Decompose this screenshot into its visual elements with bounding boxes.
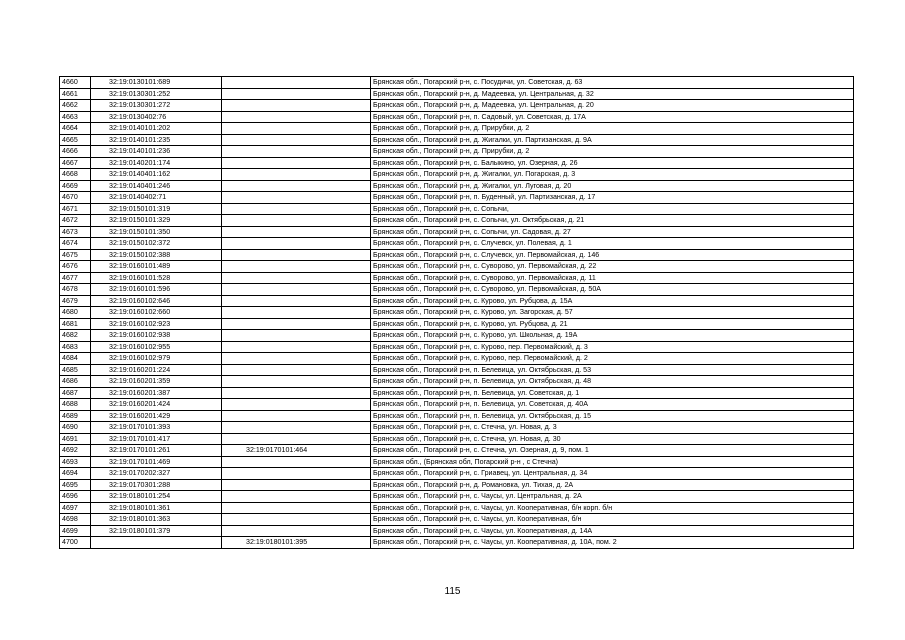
cadastral-number-cell: 32:19:0140101:236: [91, 146, 222, 158]
row-number-cell: 4673: [60, 226, 91, 238]
row-number-cell: 4692: [60, 445, 91, 457]
table-row: [60, 502, 854, 514]
table-row: [60, 433, 854, 445]
page-number: 115: [444, 586, 461, 597]
row-number-cell: 4660: [60, 77, 91, 89]
related-cadastral-number-cell: [222, 307, 371, 319]
table-row: [60, 157, 854, 169]
related-cadastral-number-cell: [222, 203, 371, 215]
cadastral-number-cell: 32:19:0140101:202: [91, 123, 222, 135]
table-row: [60, 261, 854, 273]
address-cell: Брянская обл., Погарский р-н, с. Чаусы, ул. Кооперативная, б/н корп. б/н: [371, 502, 854, 514]
related-cadastral-number-cell: [222, 514, 371, 526]
address-cell: Брянская обл., Погарский р-н, д. Жигалки, ул. Луговая, д. 20: [371, 180, 854, 192]
cadastral-number-cell: 32:19:0160101:596: [91, 284, 222, 296]
table-row: [60, 456, 854, 468]
row-number-cell: 4680: [60, 307, 91, 319]
row-number-cell: 4666: [60, 146, 91, 158]
related-cadastral-number-cell: [222, 479, 371, 491]
table-row: [60, 123, 854, 135]
table-row: [60, 238, 854, 250]
related-cadastral-number-cell: [222, 341, 371, 353]
row-number-cell: 4696: [60, 491, 91, 503]
row-number-cell: 4669: [60, 180, 91, 192]
registry-table-body: [60, 77, 854, 549]
cadastral-number-cell: 32:19:0160102:955: [91, 341, 222, 353]
related-cadastral-number-cell: [222, 353, 371, 365]
table-row: [60, 249, 854, 261]
cadastral-number-cell: 32:19:0160201:424: [91, 399, 222, 411]
row-number-cell: 4675: [60, 249, 91, 261]
row-number-cell: 4677: [60, 272, 91, 284]
table-row: [60, 525, 854, 537]
cadastral-number-cell: 32:19:0150101:329: [91, 215, 222, 227]
table-row: [60, 318, 854, 330]
related-cadastral-number-cell: [222, 169, 371, 181]
address-cell: Брянская обл., Погарский р-н, с. Стечна, ул. Новая, д. 30: [371, 433, 854, 445]
cadastral-number-cell: 32:19:0160101:528: [91, 272, 222, 284]
row-number-cell: 4665: [60, 134, 91, 146]
table-row: [60, 111, 854, 123]
cadastral-number-cell: 32:19:0170301:288: [91, 479, 222, 491]
cadastral-number-cell: 32:19:0160102:938: [91, 330, 222, 342]
cadastral-number-cell: 32:19:0170101:393: [91, 422, 222, 434]
cadastral-number-cell: 32:19:0160102:646: [91, 295, 222, 307]
cadastral-number-cell: 32:19:0170101:469: [91, 456, 222, 468]
address-cell: Брянская обл., Погарский р-н, д. Прирубки, д. 2: [371, 146, 854, 158]
table-row: [60, 491, 854, 503]
cadastral-number-cell: 32:19:0140101:235: [91, 134, 222, 146]
table-row: [60, 134, 854, 146]
row-number-cell: 4674: [60, 238, 91, 250]
table-row: [60, 479, 854, 491]
row-number-cell: 4668: [60, 169, 91, 181]
related-cadastral-number-cell: [222, 284, 371, 296]
address-cell: Брянская обл., Погарский р-н, п. Буденный, ул. Партизанская, д. 17: [371, 192, 854, 204]
address-cell: Брянская обл., Погарский р-н, п. Садовый, ул. Советская, д. 17А: [371, 111, 854, 123]
row-number-cell: 4691: [60, 433, 91, 445]
row-number-cell: 4681: [60, 318, 91, 330]
row-number-cell: 4664: [60, 123, 91, 135]
cadastral-number-cell: 32:19:0140201:174: [91, 157, 222, 169]
address-cell: Брянская обл., Погарский р-н, д. Прирубки, д. 2: [371, 123, 854, 135]
cadastral-number-cell: 32:19:0160102:923: [91, 318, 222, 330]
cadastral-number-cell: 32:19:0160201:224: [91, 364, 222, 376]
address-cell: Брянская обл., Погарский р-н, с. Сопычи, ул. Садовая, д. 27: [371, 226, 854, 238]
related-cadastral-number-cell: [222, 238, 371, 250]
table-row: [60, 169, 854, 181]
address-cell: Брянская обл., Погарский р-н, с. Стечна, ул. Озерная, д. 9, пом. 1: [371, 445, 854, 457]
address-cell: Брянская обл., Погарский р-н, д. Мадеевка, ул. Центральная, д. 32: [371, 88, 854, 100]
row-number-cell: 4686: [60, 376, 91, 388]
cadastral-number-cell: 32:19:0180101:361: [91, 502, 222, 514]
cadastral-number-cell: 32:19:0160101:489: [91, 261, 222, 273]
address-cell: Брянская обл., Погарский р-н, с. Чаусы, ул. Кооперативная, д. 14А: [371, 525, 854, 537]
row-number-cell: 4689: [60, 410, 91, 422]
row-number-cell: 4661: [60, 88, 91, 100]
table-row: [60, 295, 854, 307]
related-cadastral-number-cell: [222, 491, 371, 503]
cadastral-number-cell: 32:19:0140402:71: [91, 192, 222, 204]
table-row: [60, 445, 854, 457]
related-cadastral-number-cell: [222, 502, 371, 514]
related-cadastral-number-cell: [222, 272, 371, 284]
related-cadastral-number-cell: [222, 376, 371, 388]
row-number-cell: 4667: [60, 157, 91, 169]
row-number-cell: 4684: [60, 353, 91, 365]
table-row: [60, 146, 854, 158]
related-cadastral-number-cell: [222, 456, 371, 468]
related-cadastral-number-cell: [222, 249, 371, 261]
row-number-cell: 4695: [60, 479, 91, 491]
table-row: [60, 284, 854, 296]
row-number-cell: 4687: [60, 387, 91, 399]
address-cell: Брянская обл., Погарский р-н, с. Курово, пер. Первомайский, д. 2: [371, 353, 854, 365]
row-number-cell: 4694: [60, 468, 91, 480]
cadastral-number-cell: 32:19:0160201:429: [91, 410, 222, 422]
related-cadastral-number-cell: [222, 364, 371, 376]
address-cell: Брянская обл., Погарский р-н, с. Суворово, ул. Первомайская, д. 50А: [371, 284, 854, 296]
table-row: [60, 353, 854, 365]
cadastral-number-cell: 32:19:0170101:417: [91, 433, 222, 445]
address-cell: Брянская обл., Погарский р-н, с. Стечна, ул. Новая, д. 3: [371, 422, 854, 434]
address-cell: Брянская обл., Погарский р-н, с. Курово, ул. Рубцова, д. 15А: [371, 295, 854, 307]
row-number-cell: 4693: [60, 456, 91, 468]
address-cell: Брянская обл., Погарский р-н, с. Суворово, ул. Первомайская, д. 22: [371, 261, 854, 273]
address-cell: Брянская обл., Погарский р-н, с. Сопычи, ул. Октябрьская, д. 21: [371, 215, 854, 227]
address-cell: Брянская обл., Погарский р-н, п. Белевица, ул. Советская, д. 40А: [371, 399, 854, 411]
cadastral-number-cell: 32:19:0150102:372: [91, 238, 222, 250]
related-cadastral-number-cell: [222, 295, 371, 307]
table-row: [60, 307, 854, 319]
table-row: [60, 410, 854, 422]
related-cadastral-number-cell: [222, 468, 371, 480]
related-cadastral-number-cell: [222, 399, 371, 411]
row-number-cell: 4676: [60, 261, 91, 273]
related-cadastral-number-cell: [222, 433, 371, 445]
table-row: [60, 226, 854, 238]
cadastral-number-cell: 32:19:0150101:319: [91, 203, 222, 215]
address-cell: Брянская обл., Погарский р-н, с. Случевск, ул. Первомайская, д. 146: [371, 249, 854, 261]
row-number-cell: 4699: [60, 525, 91, 537]
table-row: [60, 272, 854, 284]
cadastral-number-cell: 32:19:0170202:327: [91, 468, 222, 480]
address-cell: Брянская обл., Погарский р-н, д. Жигалки, ул. Партизанская, д. 9А: [371, 134, 854, 146]
cadastral-number-cell: 32:19:0160102:660: [91, 307, 222, 319]
address-cell: Брянская обл., Погарский р-н, с. Чаусы, ул. Кооперативная, б/н: [371, 514, 854, 526]
related-cadastral-number-cell: 32:19:0170101:464: [222, 445, 371, 457]
row-number-cell: 4671: [60, 203, 91, 215]
row-number-cell: 4688: [60, 399, 91, 411]
cadastral-number-cell: 32:19:0140401:246: [91, 180, 222, 192]
cadastral-number-cell: 32:19:0180101:254: [91, 491, 222, 503]
related-cadastral-number-cell: [222, 157, 371, 169]
row-number-cell: 4690: [60, 422, 91, 434]
table-row: [60, 399, 854, 411]
related-cadastral-number-cell: 32:19:0180101:395: [222, 537, 371, 549]
table-row: [60, 192, 854, 204]
row-number-cell: 4700: [60, 537, 91, 549]
row-number-cell: 4682: [60, 330, 91, 342]
related-cadastral-number-cell: [222, 226, 371, 238]
address-cell: Брянская обл., Погарский р-н, с. Чаусы, ул. Кооперативная, д. 10А, пом. 2: [371, 537, 854, 549]
cadastral-number-cell: 32:19:0170101:261: [91, 445, 222, 457]
table-row: [60, 514, 854, 526]
table-row: [60, 364, 854, 376]
row-number-cell: 4663: [60, 111, 91, 123]
table-row: [60, 537, 854, 549]
related-cadastral-number-cell: [222, 215, 371, 227]
related-cadastral-number-cell: [222, 88, 371, 100]
related-cadastral-number-cell: [222, 100, 371, 112]
cadastral-number-cell: 32:19:0130101:689: [91, 77, 222, 89]
cadastral-number-cell: 32:19:0140401:162: [91, 169, 222, 181]
table-row: [60, 376, 854, 388]
address-cell: Брянская обл., Погарский р-н, п. Белевица, ул. Октябрьская, д. 15: [371, 410, 854, 422]
related-cadastral-number-cell: [222, 192, 371, 204]
address-cell: Брянская обл., Погарский р-н, д. Мадеевка, ул. Центральная, д. 20: [371, 100, 854, 112]
row-number-cell: 4672: [60, 215, 91, 227]
related-cadastral-number-cell: [222, 387, 371, 399]
related-cadastral-number-cell: [222, 123, 371, 135]
table-row: [60, 468, 854, 480]
row-number-cell: 4662: [60, 100, 91, 112]
row-number-cell: 4685: [60, 364, 91, 376]
address-cell: Брянская обл., Погарский р-н, с. Сопычи,: [371, 203, 854, 215]
row-number-cell: 4678: [60, 284, 91, 296]
address-cell: Брянская обл., Погарский р-н, д. Жигалки, ул. Погарская, д. 3: [371, 169, 854, 181]
cadastral-number-cell: 32:19:0130301:272: [91, 100, 222, 112]
cadastral-number-cell: 32:19:0160102:979: [91, 353, 222, 365]
address-cell: Брянская обл., Погарский р-н, с. Случевск, ул. Полевая, д. 1: [371, 238, 854, 250]
related-cadastral-number-cell: [222, 422, 371, 434]
related-cadastral-number-cell: [222, 330, 371, 342]
address-cell: Брянская обл., Погарский р-н, п. Белевица, ул. Октябрьская, д. 53: [371, 364, 854, 376]
related-cadastral-number-cell: [222, 180, 371, 192]
table-row: [60, 88, 854, 100]
table-row: [60, 330, 854, 342]
address-cell: Брянская обл., Погарский р-н, д. Романовка, ул. Тихая, д. 2А: [371, 479, 854, 491]
table-row: [60, 422, 854, 434]
address-cell: Брянская обл., Погарский р-н, с. Посудичи, ул. Советская, д. 63: [371, 77, 854, 89]
cadastral-number-cell: 32:19:0160201:359: [91, 376, 222, 388]
cadastral-number-cell: 32:19:0150101:350: [91, 226, 222, 238]
cadastral-number-cell: 32:19:0180101:363: [91, 514, 222, 526]
related-cadastral-number-cell: [222, 410, 371, 422]
address-cell: Брянская обл., Погарский р-н, п. Белевица, ул. Советская, д. 1: [371, 387, 854, 399]
table-row: [60, 100, 854, 112]
related-cadastral-number-cell: [222, 525, 371, 537]
row-number-cell: 4698: [60, 514, 91, 526]
table-row: [60, 341, 854, 353]
row-number-cell: 4670: [60, 192, 91, 204]
cadastral-number-cell: 32:19:0130301:252: [91, 88, 222, 100]
related-cadastral-number-cell: [222, 146, 371, 158]
address-cell: Брянская обл., Погарский р-н, с. Курово, пер. Первомайский, д. 3: [371, 341, 854, 353]
address-cell: Брянская обл., Погарский р-н, п. Белевица, ул. Октябрьская, д. 48: [371, 376, 854, 388]
row-number-cell: 4679: [60, 295, 91, 307]
address-cell: Брянская обл., Погарский р-н, с. Суворово, ул. Первомайская, д. 11: [371, 272, 854, 284]
related-cadastral-number-cell: [222, 318, 371, 330]
cadastral-number-cell: 32:19:0180101:379: [91, 525, 222, 537]
related-cadastral-number-cell: [222, 134, 371, 146]
related-cadastral-number-cell: [222, 77, 371, 89]
row-number-cell: 4683: [60, 341, 91, 353]
row-number-cell: 4697: [60, 502, 91, 514]
cadastral-number-cell: [91, 537, 222, 549]
related-cadastral-number-cell: [222, 261, 371, 273]
address-cell: Брянская обл., (Брянская обл, Погарский р-н , с Стечна): [371, 456, 854, 468]
cadastral-number-cell: 32:19:0150102:388: [91, 249, 222, 261]
table-row: [60, 215, 854, 227]
address-cell: Брянская обл., Погарский р-н, с. Гриавец, ул. Центральная, д. 34: [371, 468, 854, 480]
table-row: [60, 203, 854, 215]
address-cell: Брянская обл., Погарский р-н, с. Курово, ул. Школьная, д. 19А: [371, 330, 854, 342]
address-cell: Брянская обл., Погарский р-н, с. Балыкино, ул. Озерная, д. 26: [371, 157, 854, 169]
cadastral-number-cell: 32:19:0160201:387: [91, 387, 222, 399]
table-row: [60, 180, 854, 192]
cadastral-number-cell: 32:19:0130402:76: [91, 111, 222, 123]
address-cell: Брянская обл., Погарский р-н, с. Чаусы, ул. Центральная, д. 2А: [371, 491, 854, 503]
table-row: [60, 77, 854, 89]
address-cell: Брянская обл., Погарский р-н, с. Курово, ул. Загорская, д. 57: [371, 307, 854, 319]
table-row: [60, 387, 854, 399]
address-cell: Брянская обл., Погарский р-н, с. Курово, ул. Рубцова, д. 21: [371, 318, 854, 330]
registry-table: [59, 76, 854, 549]
related-cadastral-number-cell: [222, 111, 371, 123]
